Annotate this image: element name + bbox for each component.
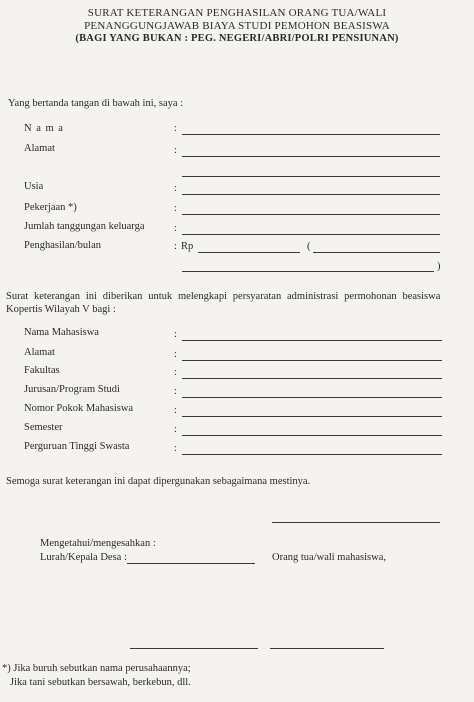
label-penghasilan: Penghasilan/bulan	[24, 240, 101, 251]
label-fakultas: Fakultas	[24, 365, 60, 376]
field-alamat-mahasiswa-line[interactable]	[182, 360, 442, 361]
field-penghasilan-words-2[interactable]	[182, 271, 434, 272]
label-alamat-mahasiswa: Alamat	[24, 347, 55, 358]
field-usia-line[interactable]	[182, 194, 440, 195]
footnote-line-1: *) Jika buruh sebutkan nama perusahaannya;	[2, 663, 191, 674]
title-line-3: (BAGI YANG BUKAN : PEG. NEGERI/ABRI/POLRI PENSIUNAN)	[75, 33, 399, 44]
open-paren: (	[307, 241, 311, 252]
colon: :	[174, 443, 177, 454]
field-nama-mahasiswa-line[interactable]	[182, 340, 442, 341]
field-penghasilan-words-1[interactable]	[313, 252, 440, 253]
label-nama: N a m a	[24, 123, 64, 134]
field-semester-line[interactable]	[182, 435, 442, 436]
colon: :	[174, 367, 177, 378]
field-nama-line[interactable]	[182, 134, 440, 135]
label-jurusan: Jurusan/Program Studi	[24, 384, 120, 395]
field-jurusan-line[interactable]	[182, 397, 442, 398]
colon: :	[174, 386, 177, 397]
label-tanggungan: Jumlah tanggungan keluarga	[24, 221, 145, 232]
label-npm: Nomor Pokok Mahasiswa	[24, 403, 134, 414]
colon: :	[174, 424, 177, 435]
intro-text: Yang bertanda tangan di bawah ini, saya :	[8, 98, 184, 109]
label-perguruan-tinggi: Perguruan Tinggi Swasta	[24, 441, 130, 452]
colon: :	[174, 329, 177, 340]
label-pekerjaan: Pekerjaan *)	[24, 202, 77, 213]
lurah-label: Lurah/Kepala Desa :	[40, 552, 127, 563]
field-pekerjaan-line[interactable]	[182, 214, 440, 215]
field-alamat-line-1[interactable]	[182, 156, 440, 157]
colon: :	[174, 183, 177, 194]
colon: :	[174, 123, 177, 134]
field-penghasilan-amount[interactable]	[198, 252, 300, 253]
field-tanggungan-line[interactable]	[182, 234, 440, 235]
closing-text: Semoga surat keterangan ini dapat dipergunakan sebagaimana mestinya.	[6, 476, 311, 487]
label-nama-mahasiswa: Nama Mahasiswa	[24, 327, 99, 338]
purpose-line-1: Surat keterangan ini diberikan untuk melengkapi persyaratan administrasi permohonan beasiswa	[6, 291, 441, 302]
lurah-name-line[interactable]	[127, 563, 255, 564]
colon: :	[174, 349, 177, 360]
colon: :	[174, 241, 177, 252]
field-perguruan-tinggi-line[interactable]	[182, 454, 442, 455]
field-fakultas-line[interactable]	[182, 378, 442, 379]
title-line-2: PENANGGUNGJAWAB BIAYA STUDI PEMOHON BEASISWA	[84, 20, 390, 32]
colon: :	[174, 405, 177, 416]
colon: :	[174, 145, 177, 156]
label-rp: Rp	[181, 241, 194, 252]
label-usia: Usia	[24, 181, 44, 192]
title-line-1: SURAT KETERANGAN PENGHASILAN ORANG TUA/WALI	[87, 7, 387, 19]
close-paren: )	[437, 261, 441, 272]
footnote-line-2: Jika tani sebutkan bersawah, berkebun, dll.	[10, 677, 191, 688]
date-place-line[interactable]	[272, 522, 440, 523]
colon: :	[174, 223, 177, 234]
field-alamat-line-2[interactable]	[182, 176, 440, 177]
colon: :	[174, 203, 177, 214]
label-alamat: Alamat	[24, 143, 55, 154]
label-semester: Semester	[24, 422, 63, 433]
field-npm-line[interactable]	[182, 416, 442, 417]
lurah-signature-line[interactable]	[130, 648, 258, 649]
orang-tua-label: Orang tua/wali mahasiswa,	[272, 552, 387, 563]
mengetahui-label: Mengetahui/mengesahkan :	[40, 538, 156, 549]
purpose-line-2: Kopertis Wilayah V bagi :	[6, 304, 116, 315]
orang-tua-signature-line[interactable]	[270, 648, 384, 649]
